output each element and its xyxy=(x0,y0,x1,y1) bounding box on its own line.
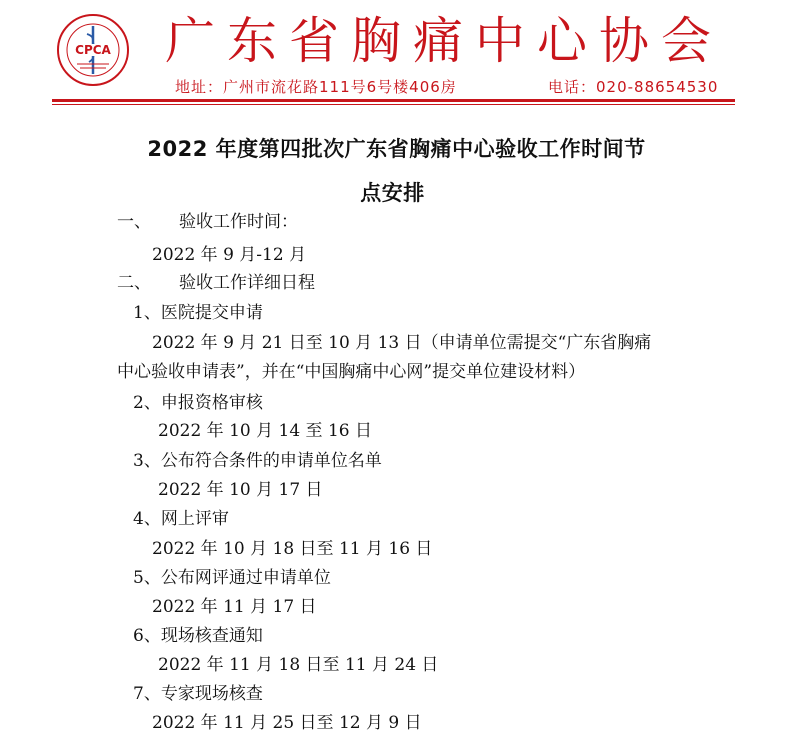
item-3-title: 3、公布符合条件的申请单位名单 xyxy=(133,451,382,471)
section1-value: 2022 年 9 月-12 月 xyxy=(152,245,307,265)
section2-heading xyxy=(117,272,315,294)
item-5-title: 5、公布网评通过申请单位 xyxy=(133,568,331,588)
item-1-title: 1、医院提交申请 xyxy=(133,303,263,323)
section1-number: 一、 xyxy=(117,212,151,232)
org-phone: 电话：020-88654530 xyxy=(548,78,719,96)
section1-heading xyxy=(117,211,298,233)
document-title-line2: 点安排 xyxy=(360,181,425,205)
item-1-detail-cont: 中心验收申请表”，并在“中国胸痛中心网”提交单位建设材料） xyxy=(117,362,586,382)
section2-number: 二、 xyxy=(117,273,151,293)
document-title-line1: 2022 年度第四批次广东省胸痛中心验收工作时间节 xyxy=(147,137,646,161)
item-6-detail: 2022 年 11 月 18 日至 11 月 24 日 xyxy=(158,655,439,675)
item-4-detail: 2022 年 10 月 18 日至 11 月 16 日 xyxy=(152,539,433,559)
item-2-detail: 2022 年 10 月 14 至 16 日 xyxy=(158,421,372,441)
item-6-title: 6、现场核查通知 xyxy=(133,626,263,646)
item-7-detail: 2022 年 11 月 25 日至 12 月 9 日 xyxy=(152,713,422,733)
org-name: 广东省胸痛中心协会 xyxy=(165,12,723,70)
item-3-detail: 2022 年 10 月 17 日 xyxy=(158,480,323,500)
section2-title: 验收工作详细日程 xyxy=(179,273,315,293)
letterhead xyxy=(0,0,785,110)
item-7-title: 7、专家现场核查 xyxy=(133,684,263,704)
cpca-logo-icon xyxy=(55,12,131,88)
logo-text: CPCA xyxy=(75,43,111,57)
item-5-detail: 2022 年 11 月 17 日 xyxy=(152,597,317,617)
item-1-detail: 2022 年 9 月 21 日至 10 月 13 日（申请单位需提交“广东省胸痛 xyxy=(152,333,652,353)
header-rule-thin xyxy=(52,104,735,105)
item-4-title: 4、网上评审 xyxy=(133,509,229,529)
header-rule-thick xyxy=(52,99,735,102)
section1-title: 验收工作时间： xyxy=(179,212,298,232)
org-address: 地址：广州市流花路111号6号楼406房 xyxy=(175,78,457,96)
item-2-title: 2、申报资格审核 xyxy=(133,393,263,413)
